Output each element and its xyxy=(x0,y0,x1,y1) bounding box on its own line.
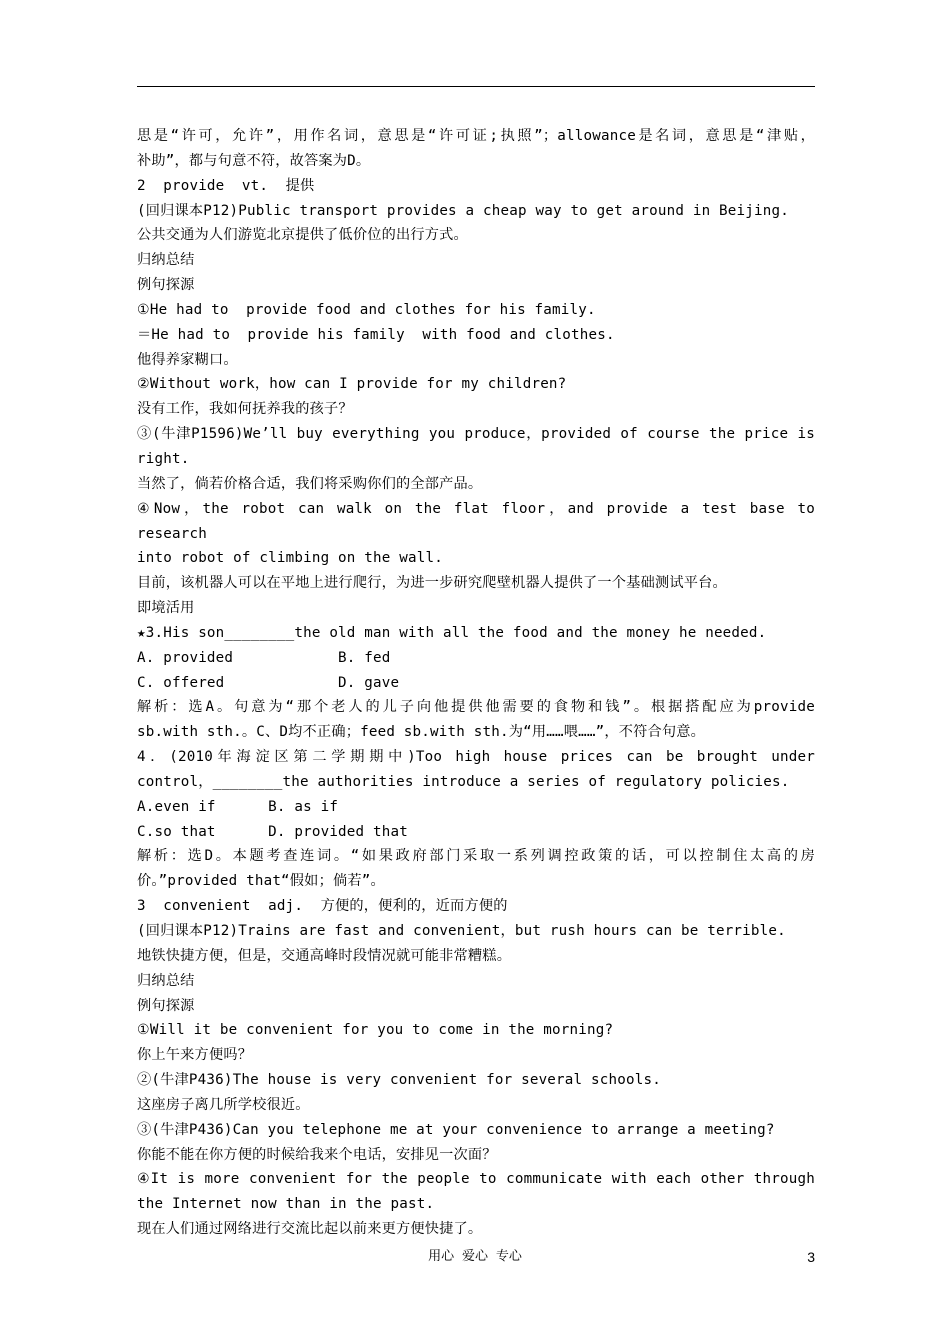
text-line: 4．(2010年海淀区第二学期期中)Too high house prices can be brought under xyxy=(137,749,815,766)
text-line: 你能不能在你方便的时候给我来个电话，安排见一次面？ xyxy=(137,1146,497,1163)
text-line: ①He had to provide food and clothes for his family. xyxy=(137,301,596,318)
text-line: C.so that D. provided that xyxy=(137,823,408,840)
text-line: 地铁快捷方便，但是，交通高峰时段情况就可能非常糟糕。 xyxy=(137,947,512,964)
text-line: ①Will it be convenient for you to come in the morning? xyxy=(137,1022,614,1039)
text-line: 2 provide vt. 提供 xyxy=(137,177,315,194)
text-line: 公共交通为人们游览北京提供了低价位的出行方式。 xyxy=(137,227,468,244)
text-line: ＝He had to provide his family with food and clothes. xyxy=(137,326,615,343)
text-line: 归纳总结 xyxy=(137,252,195,269)
text-line: ④It is more convenient for the people to communicate with each other through xyxy=(137,1171,815,1188)
text-line: 他得养家糊口。 xyxy=(137,351,238,368)
text-line: C. offered D. gave xyxy=(137,674,400,691)
text-line: (回归课本P12)Public transport provides a cheap way to get around in Beijing. xyxy=(137,202,789,219)
text-line: 你上午来方便吗？ xyxy=(137,1047,253,1064)
text-line: 这座房子离几所学校很近。 xyxy=(137,1096,310,1113)
text-line: 例句探源 xyxy=(137,997,195,1014)
text-line: 现在人们通过网络进行交流比起以前来更方便快捷了。 xyxy=(137,1221,483,1238)
text-line: 价。”provided that“假如；倘若”。 xyxy=(137,873,385,890)
text-line: right. xyxy=(137,450,190,467)
footer-motto: 用心 爱心 专心 xyxy=(428,1249,522,1264)
text-line: A. provided B. fed xyxy=(137,649,391,666)
text-line: into robot of climbing on the wall. xyxy=(137,550,443,567)
text-line: 3 convenient adj. 方便的，便利的，近而方便的 xyxy=(137,898,508,915)
text-line: A.even if B. as if xyxy=(137,798,339,815)
text-line: ③(牛津P1596)We’ll buy everything you produce，provided of course the price is xyxy=(137,426,815,443)
text-line: control，________the authorities introduce a series of regulatory policies. xyxy=(137,773,790,790)
text-line: ④Now，the robot can walk on the flat floor，and provide a test base to research xyxy=(137,500,815,542)
text-line: the Internet now than in the past. xyxy=(137,1196,435,1213)
text-line: 思是“许可，允许”，用作名词，意思是“许可证;执照”；allowance是名词，意思是“津贴， xyxy=(137,128,815,144)
text-line: 解析：选D。本题考查连词。“如果政府部门采取一系列调控政策的话，可以控制住太高的房 xyxy=(137,848,815,865)
text-line: 例句探源 xyxy=(137,277,195,294)
text-line: ②(牛津P436)The house is very convenient for several schools. xyxy=(137,1072,661,1089)
document-body xyxy=(137,124,815,1242)
text-line: sb.with sth.。C、D均不正确；feed sb.with sth.为“用……喂……”，不符合句意。 xyxy=(137,724,706,741)
text-line: ③(牛津P436)Can you telephone me at your convenience to arrange a meeting? xyxy=(137,1121,775,1138)
text-line: 归纳总结 xyxy=(137,972,195,989)
page-number: 3 xyxy=(807,1249,815,1265)
text-line: 目前，该机器人可以在平地上进行爬行，为进一步研究爬壁机器人提供了一个基础测试平台。 xyxy=(137,575,727,592)
text-line: (回归课本P12)Trains are fast and convenient，but rush hours can be terrible. xyxy=(137,923,786,939)
header-rule xyxy=(137,86,815,87)
text-line: ★3.His son________the old man with all the food and the money he needed. xyxy=(137,624,767,641)
text-line: ②Without work，how can I provide for my children? xyxy=(137,376,567,393)
text-line: 当然了，倘若价格合适，我们将采购你们的全部产品。 xyxy=(137,475,483,492)
text-line: 没有工作，我如何抚养我的孩子？ xyxy=(137,401,353,418)
text-line: 解析：选A。句意为“那个老人的儿子向他提供他需要的食物和钱”。根据搭配应为provide xyxy=(137,699,815,716)
text-line: 即境活用 xyxy=(137,600,195,617)
text-line: 补助”，都与句意不符，故答案为D。 xyxy=(137,152,371,169)
